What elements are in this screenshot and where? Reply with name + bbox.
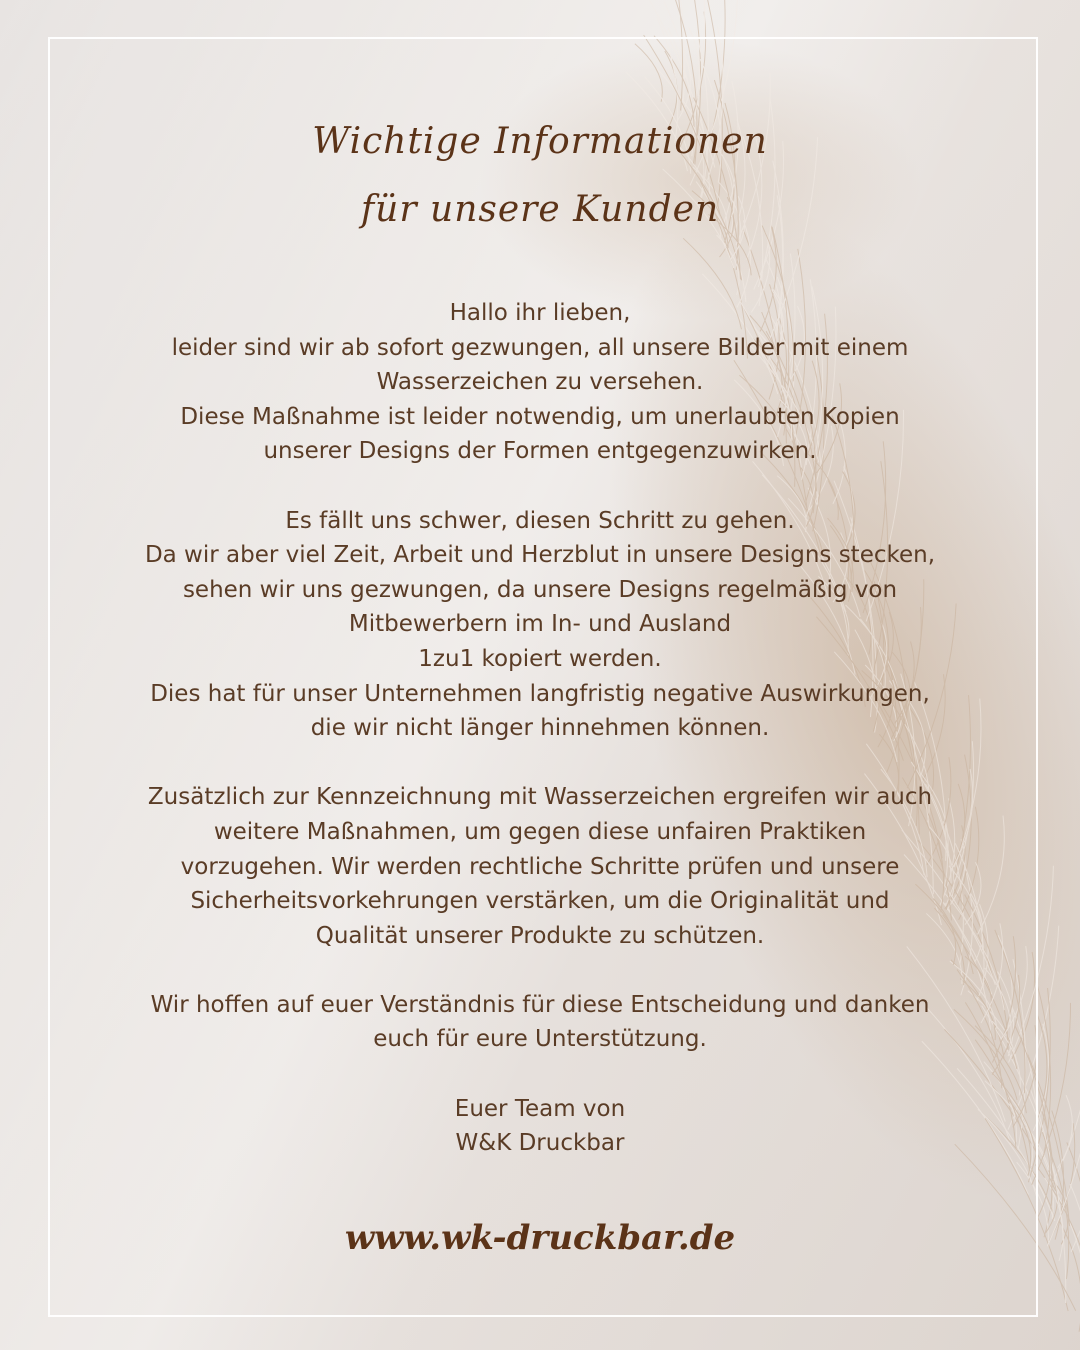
text-line: Mitbewerbern im In- und Ausland — [348, 611, 732, 638]
text-line: 1zu1 kopiert werden. — [418, 645, 662, 672]
text-line: Dies hat für unser Unternehmen langfristig negative Auswirkungen, — [150, 680, 930, 707]
text-line: sehen wir uns gezwungen, da unsere Designs regelmäßig von — [182, 576, 898, 603]
text-line: Euer Team von — [454, 1095, 626, 1122]
website-url: www.wk-druckbar.de — [344, 1218, 736, 1258]
page-title — [0, 108, 1080, 244]
title-line: für unsere Kunden — [360, 189, 720, 230]
text-line: Qualität unserer Produkte zu schützen. — [315, 922, 765, 949]
paragraph — [0, 780, 1080, 953]
text-line: Hallo ihr lieben, — [449, 300, 631, 326]
paragraph — [0, 988, 1080, 1057]
text-line: Diese Maßnahme ist leider notwendig, um unerlaubten Kopien — [180, 403, 900, 430]
text-line: W&K Druckbar — [455, 1130, 625, 1157]
text-line: Wasserzeichen zu versehen. — [376, 369, 704, 396]
text-line: vorzugehen. Wir werden rechtliche Schritte prüfen und unsere — [180, 853, 900, 880]
message-body — [0, 296, 1080, 1195]
signature — [0, 1092, 1080, 1161]
text-line: euch für eure Unterstützung. — [373, 1026, 707, 1053]
paragraph — [0, 296, 1080, 469]
title-line: Wichtige Informationen — [312, 121, 768, 162]
text-line: Sicherheitsvorkehrungen verstärken, um die Originalität und — [190, 888, 890, 915]
text-line: Da wir aber viel Zeit, Arbeit und Herzblut in unsere Designs stecken, — [144, 542, 936, 569]
paragraph — [0, 504, 1080, 746]
text-line: Zusätzlich zur Kennzeichnung mit Wasserzeichen ergreifen wir auch — [147, 784, 933, 811]
text-line: die wir nicht länger hinnehmen können. — [310, 715, 770, 742]
text-line: Wir hoffen auf euer Verständnis für diese Entscheidung und danken — [150, 991, 930, 1018]
text-line: weitere Maßnahmen, um gegen diese unfairen Praktiken — [213, 818, 867, 845]
text-line: unserer Designs der Formen entgegenzuwirken. — [263, 438, 817, 465]
text-line: leider sind wir ab sofort gezwungen, all unsere Bilder mit einem — [171, 334, 909, 361]
text-line: Es fällt uns schwer, diesen Schritt zu gehen. — [285, 507, 795, 534]
